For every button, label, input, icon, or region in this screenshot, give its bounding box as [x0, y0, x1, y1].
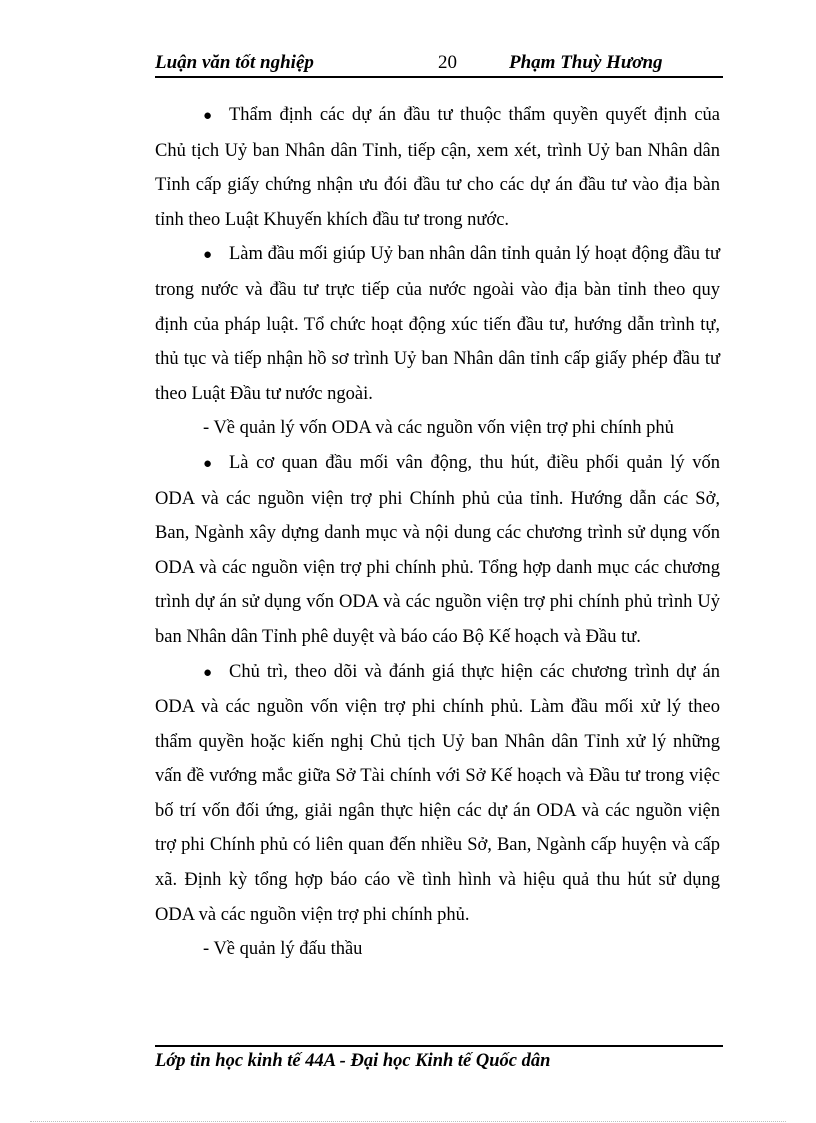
bullet-icon: ● [203, 247, 213, 264]
page-footer [155, 1045, 723, 1072]
footer-text: Lớp tin học kinh tế 44A - Đại học Kinh tế Quốc dân [155, 1051, 551, 1071]
bullet-icon: ● [203, 108, 213, 124]
paragraph-text: Là cơ quan đầu mối vân động, thu hút, điều phối quản lý vốn ODA và các nguồn viện trợ phi Chính phủ của tỉnh. Hướng dẫn các Sở, Ban, Ngành xây dựng danh mục và nội dung các chương trình sử dụng vốn ODA và các nguồn viện trợ phi chính phủ. Tổng hợp danh mục các chương trình dự án sử dụng vốn ODA và các nguồn viện trợ phi chính phủ trình Uỷ ban Nhân dân Tỉnh phê duyệt và báo cáo Bộ Kế hoạch và Đầu tư. [155, 452, 720, 647]
section-heading [155, 932, 720, 967]
bullet-paragraph [155, 446, 720, 655]
bullet-paragraph [155, 98, 720, 237]
paragraph-text: Làm đầu mối giúp Uỷ ban nhân dân tỉnh quản lý hoạt động đầu tư trong nước và đầu tư trực tiếp của nước ngoài vào địa bàn tỉnh theo quy định của pháp luật. Tổ chức hoạt động xúc tiến đầu tư, hướng dẫn trình tự, thủ tục và tiếp nhận hồ sơ trình Uỷ ban Nhân dân tỉnh cấp giấy phép đầu tư theo Luật Đầu tư nước ngoài. [155, 244, 720, 404]
section-heading [155, 411, 720, 446]
section-heading-text: - Về quản lý vốn ODA và các nguồn vốn viện trợ phi chính phủ [203, 418, 674, 439]
bullet-paragraph [155, 655, 720, 933]
header-thesis-label: Luận văn tốt nghiệp [155, 52, 314, 73]
page-edge-divider [30, 1121, 786, 1122]
bullet-icon: ● [203, 455, 213, 472]
paragraph-text: Chủ trì, theo dõi và đánh giá thực hiện các chương trình dự án ODA và các nguồn vốn viện trợ phi chính phủ. Làm đầu mối xử lý theo thẩm quyền hoặc kiến nghị Chủ tịch Uỷ ban Nhân dân Tỉnh xử lý những vấn đề vướng mắc giữa Sở Tài chính với Sở Kế hoạch và Đầu tư trong việc bố trí vốn đối ứng, giải ngân thực hiện các dự án ODA và các nguồn viện trợ phi Chính phủ có liên quan đến nhiều Sở, Ban, Ngành cấp huyện và cấp xã. Định kỳ tổng hợp báo cáo về tình hình và hiệu quả thu hút sử dụng ODA và các nguồn viện trợ phi chính phủ. [155, 661, 720, 925]
header-author-name: Phạm Thuỳ Hương [509, 52, 663, 73]
paragraph-text: Thẩm định các dự án đầu tư thuộc thẩm quyền quyết định của Chủ tịch Uỷ ban Nhân dân Tỉnh, tiếp cận, xem xét, trình Uỷ ban Nhân dân Tỉnh cấp giấy chứng nhận ưu đói đầu tư cho các dự án đầu tư vào địa bàn tỉnh theo Luật Khuyến khích đầu tư trong nước. [155, 105, 720, 230]
bullet-icon: ● [203, 664, 213, 681]
section-heading-text: - Về quản lý đấu thầu [203, 939, 363, 960]
document-body [155, 98, 720, 967]
page-number: 20 [438, 52, 457, 73]
page-header [155, 52, 723, 78]
bullet-paragraph [155, 237, 720, 411]
